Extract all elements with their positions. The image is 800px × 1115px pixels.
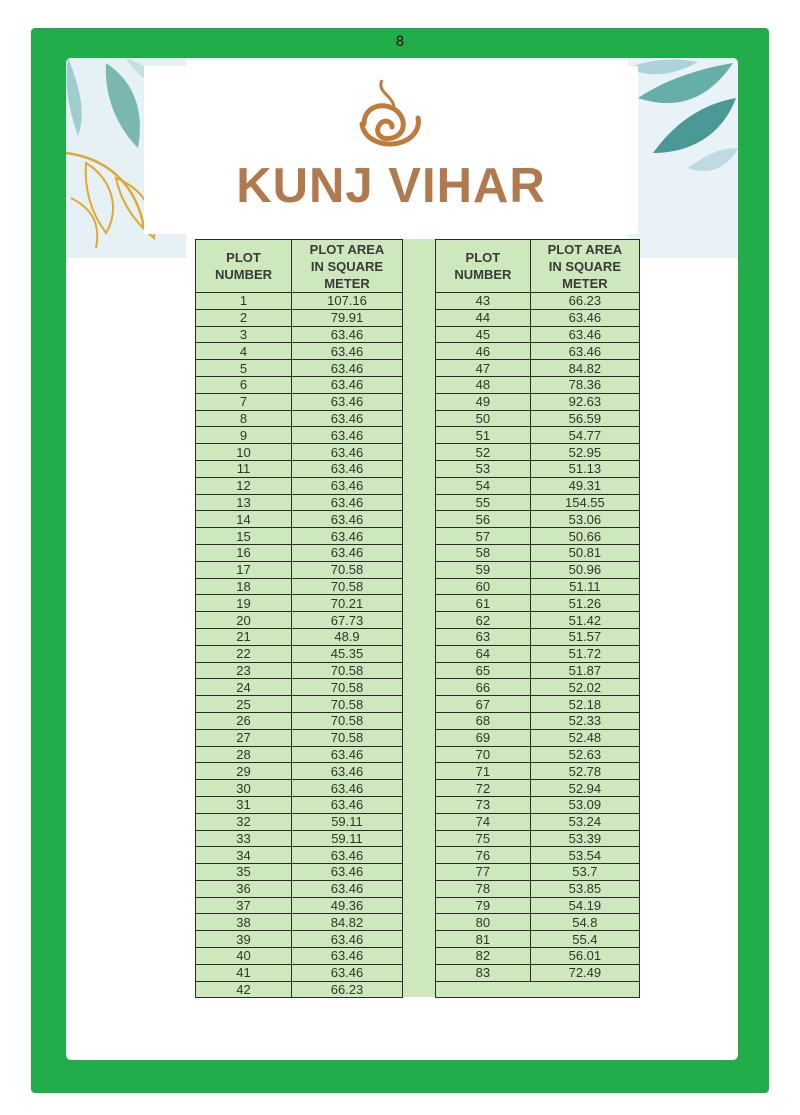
plot-area-cell: 55.4 bbox=[530, 931, 639, 948]
plot-area-cell: 53.24 bbox=[530, 813, 639, 830]
plot-number-cell: 60 bbox=[436, 578, 531, 595]
plot-number-cell: 22 bbox=[196, 645, 292, 662]
plot-area-cell: 78.36 bbox=[530, 376, 639, 393]
plot-area-cell: 63.46 bbox=[292, 410, 403, 427]
table-row bbox=[196, 645, 403, 662]
plot-number-cell: 77 bbox=[436, 864, 531, 881]
plot-area-cell: 63.46 bbox=[292, 494, 403, 511]
table-row bbox=[196, 931, 403, 948]
plot-area-cell: 51.26 bbox=[530, 595, 639, 612]
plot-area-cell: 67.73 bbox=[292, 612, 403, 629]
plot-number-cell: 10 bbox=[196, 444, 292, 461]
plot-number-cell: 32 bbox=[196, 813, 292, 830]
plot-area-cell: 51.57 bbox=[530, 628, 639, 645]
plot-number-cell: 46 bbox=[436, 343, 531, 360]
plot-number-cell: 9 bbox=[196, 427, 292, 444]
plot-area-cell: 63.46 bbox=[292, 360, 403, 377]
plot-number-cell: 75 bbox=[436, 830, 531, 847]
plot-area-cell: 52.33 bbox=[530, 712, 639, 729]
table-row bbox=[196, 914, 403, 931]
plot-area-cell: 63.46 bbox=[292, 393, 403, 410]
plot-area-cell: 50.81 bbox=[530, 544, 639, 561]
plot-number-cell: 47 bbox=[436, 360, 531, 377]
plot-area-cell: 63.46 bbox=[292, 948, 403, 965]
plot-area-cell: 63.46 bbox=[292, 460, 403, 477]
table-row bbox=[436, 494, 640, 511]
content-sheet bbox=[66, 58, 738, 1060]
table-row bbox=[196, 780, 403, 797]
plot-area-cell: 52.02 bbox=[530, 679, 639, 696]
plot-number-cell: 4 bbox=[196, 343, 292, 360]
plot-area-cell: 63.46 bbox=[292, 880, 403, 897]
plot-area-cell: 70.58 bbox=[292, 679, 403, 696]
table-row bbox=[196, 293, 403, 310]
plot-area-cell: 49.36 bbox=[292, 897, 403, 914]
table-row bbox=[436, 864, 640, 881]
plot-area-cell: 54.19 bbox=[530, 897, 639, 914]
table-row bbox=[436, 729, 640, 746]
empty-cell bbox=[436, 981, 640, 998]
plot-area-cell: 70.58 bbox=[292, 729, 403, 746]
plot-number-cell: 11 bbox=[196, 460, 292, 477]
plot-number-cell: 15 bbox=[196, 528, 292, 545]
table-row bbox=[436, 326, 640, 343]
plot-area-cell: 63.46 bbox=[292, 746, 403, 763]
plot-number-cell: 51 bbox=[436, 427, 531, 444]
table-row bbox=[196, 847, 403, 864]
plot-number-cell: 53 bbox=[436, 460, 531, 477]
table-row bbox=[436, 645, 640, 662]
plot-area-cell: 51.72 bbox=[530, 645, 639, 662]
plot-area-cell: 53.06 bbox=[530, 511, 639, 528]
table-row bbox=[436, 679, 640, 696]
plot-area-cell: 52.48 bbox=[530, 729, 639, 746]
table-row bbox=[196, 628, 403, 645]
plot-area-cell: 63.46 bbox=[292, 780, 403, 797]
table-row bbox=[436, 948, 640, 965]
table-row bbox=[196, 309, 403, 326]
table-row bbox=[436, 444, 640, 461]
plot-area-cell: 53.7 bbox=[530, 864, 639, 881]
plot-area-cell: 70.21 bbox=[292, 595, 403, 612]
table-row bbox=[196, 880, 403, 897]
plot-area-cell: 154.55 bbox=[530, 494, 639, 511]
brand-title: KUNJ VIHAR bbox=[236, 159, 546, 213]
plot-number-cell: 13 bbox=[196, 494, 292, 511]
table-row bbox=[436, 595, 640, 612]
plot-number-cell: 59 bbox=[436, 561, 531, 578]
header-plot-number: PLOT NUMBER bbox=[196, 240, 292, 293]
table-row bbox=[196, 662, 403, 679]
header-plot-area: PLOT AREA IN SQUARE METER bbox=[292, 240, 403, 293]
plot-number-cell: 76 bbox=[436, 847, 531, 864]
table-row bbox=[196, 477, 403, 494]
table-row bbox=[436, 544, 640, 561]
plot-area-cell: 51.11 bbox=[530, 578, 639, 595]
plot-number-cell: 66 bbox=[436, 679, 531, 696]
plot-area-cell: 63.46 bbox=[292, 964, 403, 981]
plot-area-cell: 56.01 bbox=[530, 948, 639, 965]
plot-number-cell: 35 bbox=[196, 864, 292, 881]
watercolor-leaves-right-decoration bbox=[628, 58, 738, 258]
page-number: 8 bbox=[395, 34, 405, 50]
plot-area-cell: 72.49 bbox=[530, 964, 639, 981]
plot-area-cell: 54.8 bbox=[530, 914, 639, 931]
plot-number-cell: 41 bbox=[196, 964, 292, 981]
table-row bbox=[436, 847, 640, 864]
header-plot-number: PLOT NUMBER bbox=[436, 240, 531, 293]
plot-number-cell: 70 bbox=[436, 746, 531, 763]
table-row bbox=[436, 511, 640, 528]
plot-number-cell: 61 bbox=[436, 595, 531, 612]
plot-number-cell: 43 bbox=[436, 293, 531, 310]
plot-area-cell: 51.87 bbox=[530, 662, 639, 679]
plot-area-table bbox=[195, 239, 640, 997]
plot-number-cell: 42 bbox=[196, 981, 292, 998]
plot-area-cell: 63.46 bbox=[292, 477, 403, 494]
plot-area-cell: 70.58 bbox=[292, 712, 403, 729]
plot-area-cell: 70.58 bbox=[292, 578, 403, 595]
table-row bbox=[436, 662, 640, 679]
empty-table-row bbox=[436, 981, 640, 998]
plot-area-cell: 66.23 bbox=[530, 293, 639, 310]
table-row bbox=[436, 914, 640, 931]
table-row bbox=[196, 830, 403, 847]
table-row bbox=[196, 948, 403, 965]
plot-number-cell: 21 bbox=[196, 628, 292, 645]
plot-area-cell: 63.46 bbox=[292, 847, 403, 864]
table-row bbox=[196, 712, 403, 729]
table-row bbox=[196, 544, 403, 561]
plot-table-right bbox=[435, 239, 640, 998]
plot-number-cell: 52 bbox=[436, 444, 531, 461]
plot-area-cell: 52.78 bbox=[530, 763, 639, 780]
plot-number-cell: 79 bbox=[436, 897, 531, 914]
plot-number-cell: 64 bbox=[436, 645, 531, 662]
table-row bbox=[436, 309, 640, 326]
plot-area-cell: 63.46 bbox=[292, 796, 403, 813]
plot-number-cell: 50 bbox=[436, 410, 531, 427]
plot-area-cell: 48.9 bbox=[292, 628, 403, 645]
table-row bbox=[196, 460, 403, 477]
table-row bbox=[436, 293, 640, 310]
table-row bbox=[196, 763, 403, 780]
plot-area-cell: 51.42 bbox=[530, 612, 639, 629]
table-row bbox=[436, 561, 640, 578]
table-row bbox=[436, 880, 640, 897]
table-row bbox=[196, 511, 403, 528]
plot-number-cell: 38 bbox=[196, 914, 292, 931]
plot-area-cell: 63.46 bbox=[292, 444, 403, 461]
plot-number-cell: 72 bbox=[436, 780, 531, 797]
plot-number-cell: 3 bbox=[196, 326, 292, 343]
table-row bbox=[436, 427, 640, 444]
plot-number-cell: 45 bbox=[436, 326, 531, 343]
table-row bbox=[436, 746, 640, 763]
plot-number-cell: 2 bbox=[196, 309, 292, 326]
plot-number-cell: 78 bbox=[436, 880, 531, 897]
header-plot-area: PLOT AREA IN SQUARE METER bbox=[530, 240, 639, 293]
plot-area-cell: 53.09 bbox=[530, 796, 639, 813]
plot-area-cell: 59.11 bbox=[292, 813, 403, 830]
plot-area-cell: 63.46 bbox=[530, 326, 639, 343]
plot-number-cell: 20 bbox=[196, 612, 292, 629]
table-row bbox=[436, 393, 640, 410]
plot-area-cell: 63.46 bbox=[292, 931, 403, 948]
plot-number-cell: 25 bbox=[196, 696, 292, 713]
plot-number-cell: 40 bbox=[196, 948, 292, 965]
swirl-flame-logo-icon bbox=[354, 78, 426, 148]
table-row bbox=[436, 612, 640, 629]
table-row bbox=[196, 494, 403, 511]
title-banner bbox=[144, 66, 638, 234]
plot-number-cell: 73 bbox=[436, 796, 531, 813]
plot-area-cell: 70.58 bbox=[292, 561, 403, 578]
plot-number-cell: 23 bbox=[196, 662, 292, 679]
plot-number-cell: 31 bbox=[196, 796, 292, 813]
plot-area-cell: 45.35 bbox=[292, 645, 403, 662]
plot-number-cell: 6 bbox=[196, 376, 292, 393]
plot-area-cell: 84.82 bbox=[292, 914, 403, 931]
plot-area-cell: 63.46 bbox=[292, 326, 403, 343]
plot-number-cell: 28 bbox=[196, 746, 292, 763]
plot-number-cell: 67 bbox=[436, 696, 531, 713]
plot-number-cell: 80 bbox=[436, 914, 531, 931]
plot-number-cell: 8 bbox=[196, 410, 292, 427]
plot-number-cell: 18 bbox=[196, 578, 292, 595]
plot-number-cell: 26 bbox=[196, 712, 292, 729]
plot-area-cell: 50.96 bbox=[530, 561, 639, 578]
plot-number-cell: 82 bbox=[436, 948, 531, 965]
plot-number-cell: 34 bbox=[196, 847, 292, 864]
plot-number-cell: 68 bbox=[436, 712, 531, 729]
table-row bbox=[436, 931, 640, 948]
plot-number-cell: 81 bbox=[436, 931, 531, 948]
table-row bbox=[196, 612, 403, 629]
plot-number-cell: 17 bbox=[196, 561, 292, 578]
plot-number-cell: 83 bbox=[436, 964, 531, 981]
table-row bbox=[436, 460, 640, 477]
table-row bbox=[196, 746, 403, 763]
plot-area-cell: 70.58 bbox=[292, 696, 403, 713]
table-row bbox=[196, 376, 403, 393]
plot-number-cell: 54 bbox=[436, 477, 531, 494]
plot-area-cell: 59.11 bbox=[292, 830, 403, 847]
table-row bbox=[196, 561, 403, 578]
plot-number-cell: 65 bbox=[436, 662, 531, 679]
plot-area-cell: 63.46 bbox=[292, 511, 403, 528]
plot-number-cell: 7 bbox=[196, 393, 292, 410]
plot-area-cell: 52.94 bbox=[530, 780, 639, 797]
table-row bbox=[196, 444, 403, 461]
plot-area-cell: 52.18 bbox=[530, 696, 639, 713]
plot-area-cell: 51.13 bbox=[530, 460, 639, 477]
table-row bbox=[196, 796, 403, 813]
plot-number-cell: 5 bbox=[196, 360, 292, 377]
table-row bbox=[196, 528, 403, 545]
plot-number-cell: 14 bbox=[196, 511, 292, 528]
table-row bbox=[436, 578, 640, 595]
plot-area-cell: 107.16 bbox=[292, 293, 403, 310]
table-row bbox=[196, 864, 403, 881]
table-row bbox=[196, 696, 403, 713]
plot-area-cell: 52.63 bbox=[530, 746, 639, 763]
table-row bbox=[436, 376, 640, 393]
plot-area-cell: 63.46 bbox=[292, 544, 403, 561]
plot-area-cell: 63.46 bbox=[530, 309, 639, 326]
table-row bbox=[196, 813, 403, 830]
plot-number-cell: 56 bbox=[436, 511, 531, 528]
plot-area-cell: 52.95 bbox=[530, 444, 639, 461]
table-row bbox=[196, 679, 403, 696]
plot-number-cell: 29 bbox=[196, 763, 292, 780]
plot-area-cell: 50.66 bbox=[530, 528, 639, 545]
plot-number-cell: 27 bbox=[196, 729, 292, 746]
table-row bbox=[196, 729, 403, 746]
plot-area-cell: 56.59 bbox=[530, 410, 639, 427]
plot-area-cell: 63.46 bbox=[292, 864, 403, 881]
table-row bbox=[196, 410, 403, 427]
plot-number-cell: 33 bbox=[196, 830, 292, 847]
plot-area-cell: 53.54 bbox=[530, 847, 639, 864]
plot-number-cell: 57 bbox=[436, 528, 531, 545]
plot-number-cell: 16 bbox=[196, 544, 292, 561]
table-row bbox=[436, 696, 640, 713]
plot-area-cell: 63.46 bbox=[292, 528, 403, 545]
plot-number-cell: 71 bbox=[436, 763, 531, 780]
plot-area-cell: 84.82 bbox=[530, 360, 639, 377]
table-row bbox=[436, 528, 640, 545]
table-row bbox=[196, 360, 403, 377]
table-row bbox=[436, 628, 640, 645]
table-row bbox=[436, 410, 640, 427]
plot-area-cell: 92.63 bbox=[530, 393, 639, 410]
plot-number-cell: 55 bbox=[436, 494, 531, 511]
table-row bbox=[436, 780, 640, 797]
plot-area-cell: 53.85 bbox=[530, 880, 639, 897]
table-row bbox=[196, 427, 403, 444]
table-row bbox=[436, 813, 640, 830]
plot-number-cell: 48 bbox=[436, 376, 531, 393]
plot-area-cell: 49.31 bbox=[530, 477, 639, 494]
plot-area-cell: 63.46 bbox=[292, 763, 403, 780]
table-row bbox=[436, 964, 640, 981]
table-row bbox=[436, 897, 640, 914]
table-row bbox=[196, 981, 403, 998]
table-row bbox=[196, 964, 403, 981]
plot-number-cell: 19 bbox=[196, 595, 292, 612]
plot-area-cell: 70.58 bbox=[292, 662, 403, 679]
plot-number-cell: 37 bbox=[196, 897, 292, 914]
table-row bbox=[196, 393, 403, 410]
plot-number-cell: 49 bbox=[436, 393, 531, 410]
table-row bbox=[196, 578, 403, 595]
plot-number-cell: 63 bbox=[436, 628, 531, 645]
plot-number-cell: 12 bbox=[196, 477, 292, 494]
table-row bbox=[436, 343, 640, 360]
table-row bbox=[436, 360, 640, 377]
plot-number-cell: 62 bbox=[436, 612, 531, 629]
plot-number-cell: 36 bbox=[196, 880, 292, 897]
plot-number-cell: 58 bbox=[436, 544, 531, 561]
table-row bbox=[436, 477, 640, 494]
plot-number-cell: 39 bbox=[196, 931, 292, 948]
plot-area-cell: 63.46 bbox=[292, 427, 403, 444]
table-row bbox=[196, 343, 403, 360]
plot-number-cell: 44 bbox=[436, 309, 531, 326]
plot-number-cell: 69 bbox=[436, 729, 531, 746]
plot-number-cell: 1 bbox=[196, 293, 292, 310]
table-row bbox=[196, 326, 403, 343]
plot-area-cell: 54.77 bbox=[530, 427, 639, 444]
plot-table-left bbox=[195, 239, 403, 998]
plot-number-cell: 30 bbox=[196, 780, 292, 797]
plot-area-cell: 66.23 bbox=[292, 981, 403, 998]
plot-area-cell: 63.46 bbox=[530, 343, 639, 360]
table-row bbox=[436, 830, 640, 847]
table-row bbox=[436, 712, 640, 729]
plot-area-cell: 63.46 bbox=[292, 343, 403, 360]
plot-number-cell: 74 bbox=[436, 813, 531, 830]
plot-number-cell: 24 bbox=[196, 679, 292, 696]
plot-area-cell: 63.46 bbox=[292, 376, 403, 393]
table-row bbox=[436, 763, 640, 780]
table-row bbox=[436, 796, 640, 813]
table-row bbox=[196, 595, 403, 612]
plot-area-cell: 53.39 bbox=[530, 830, 639, 847]
table-row bbox=[196, 897, 403, 914]
plot-area-cell: 79.91 bbox=[292, 309, 403, 326]
